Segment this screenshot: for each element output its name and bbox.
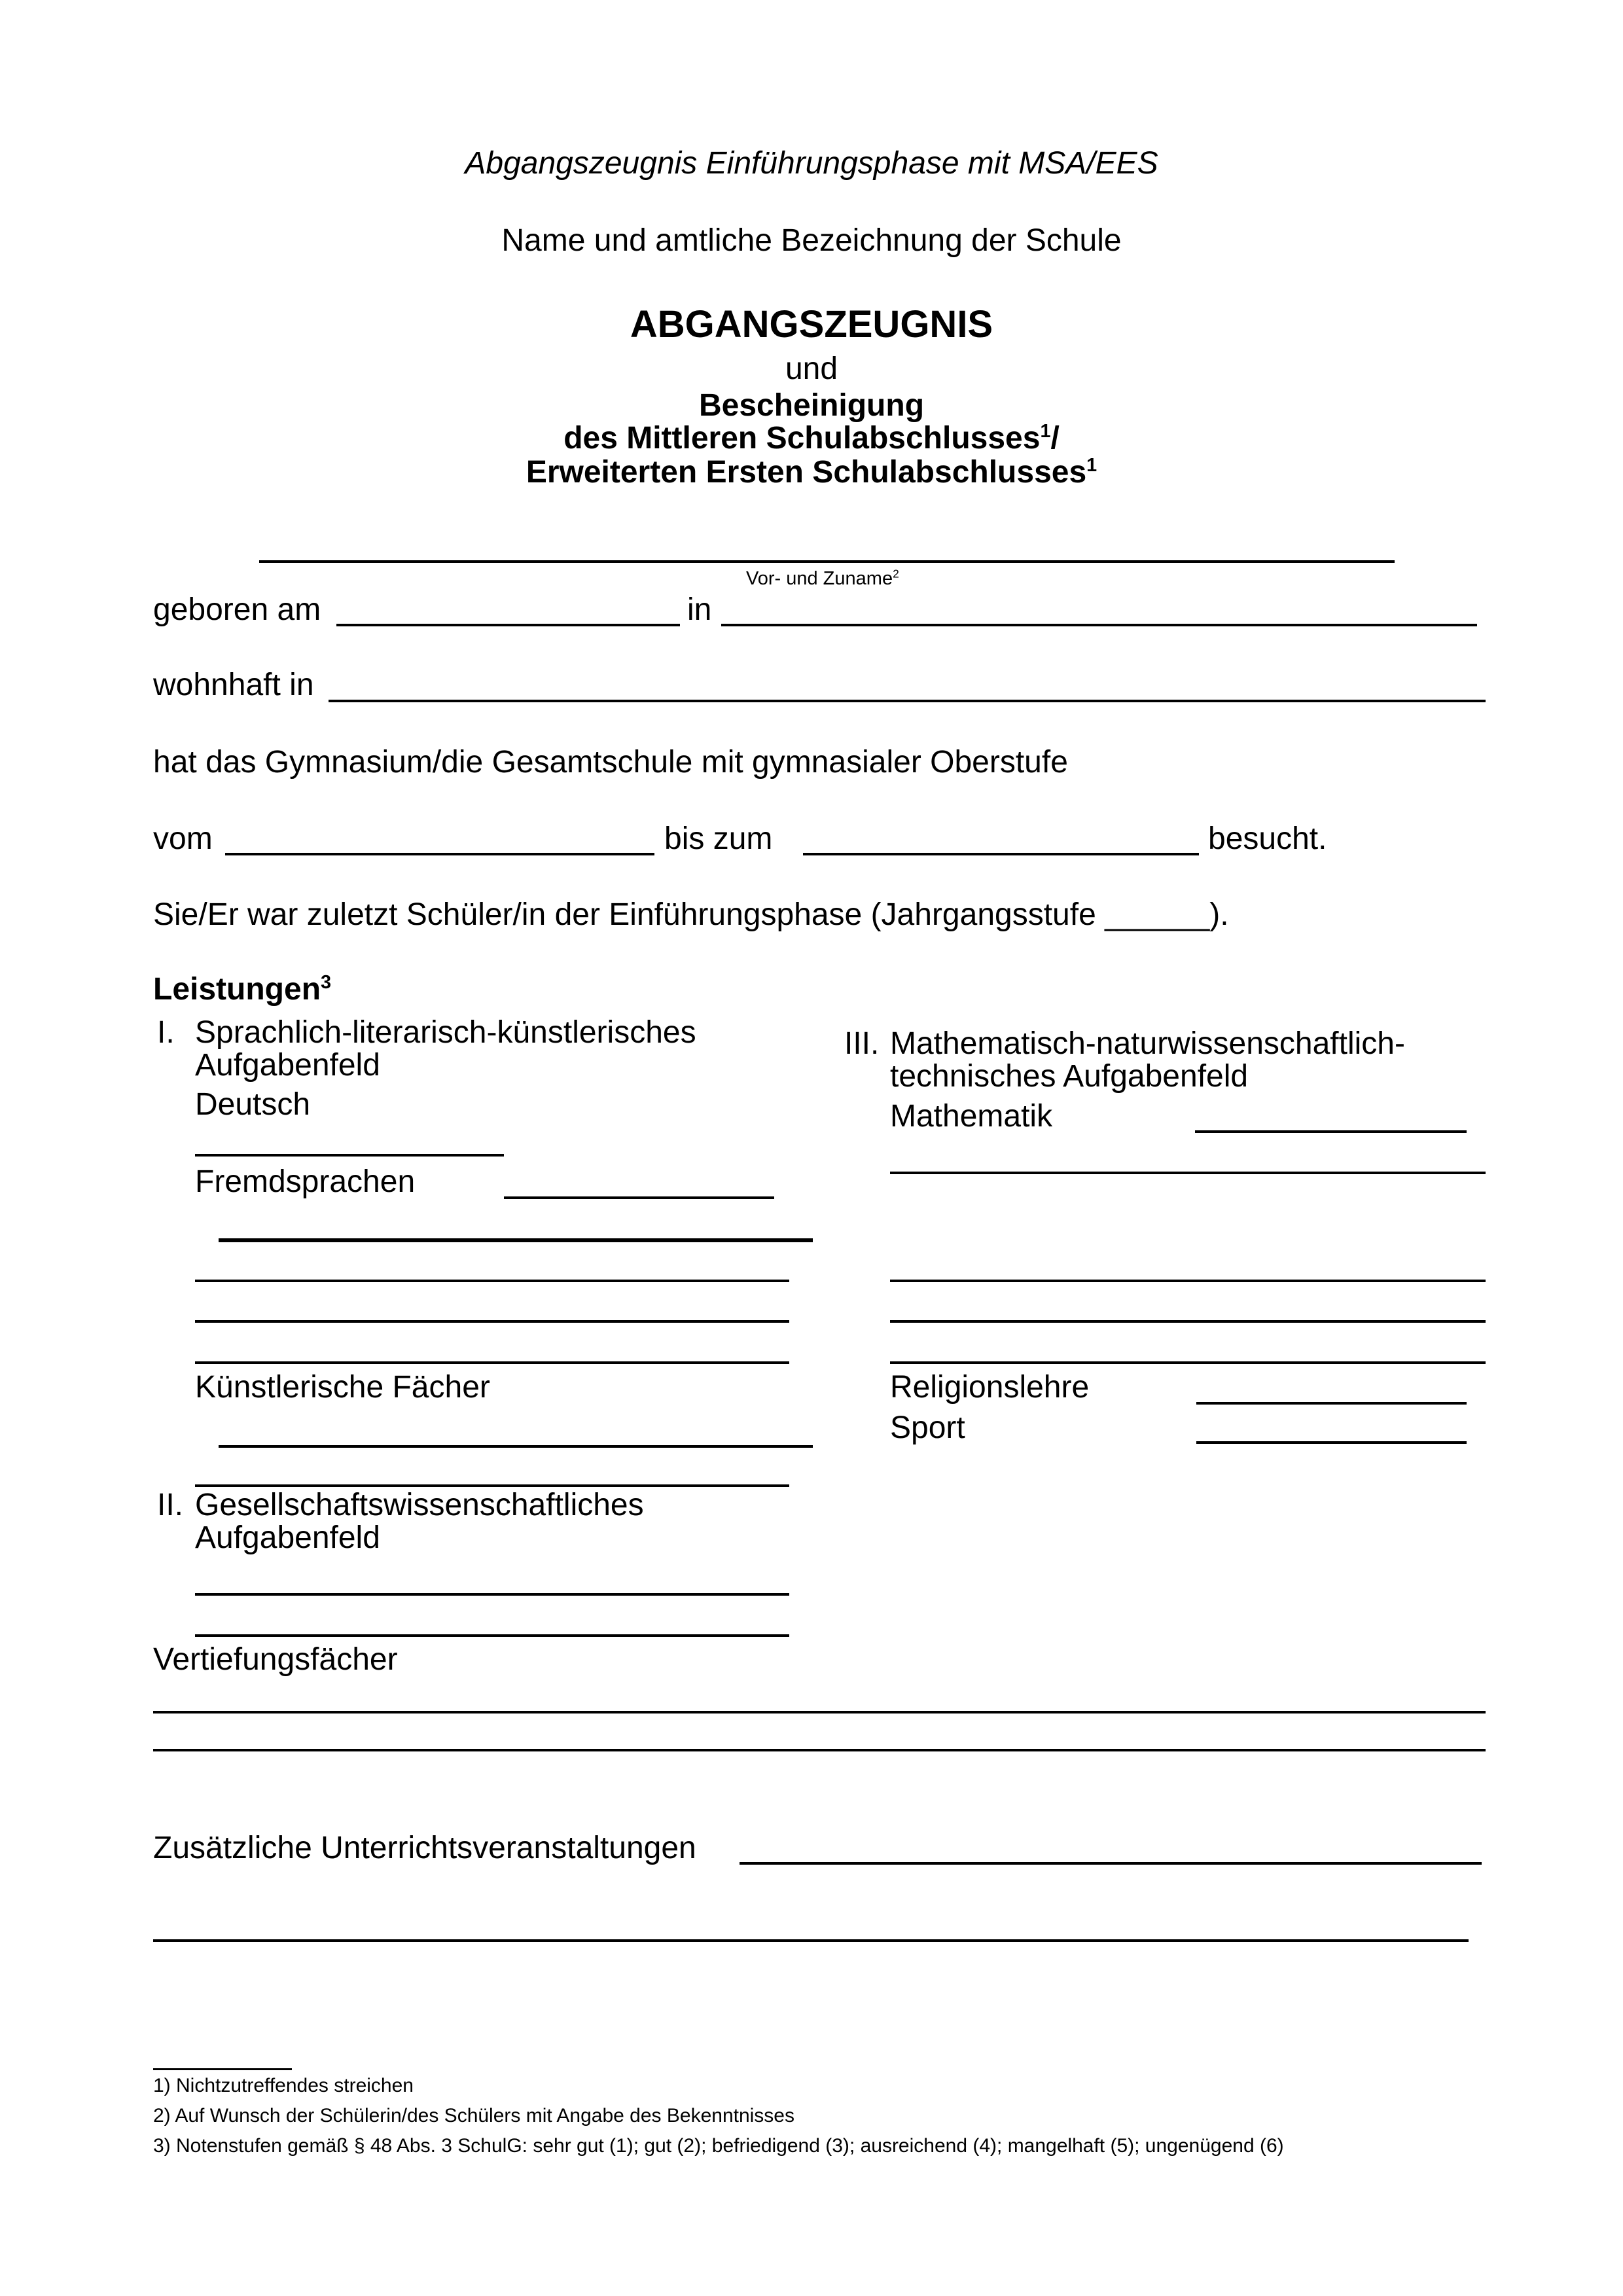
science-line-4[interactable] [890, 1361, 1486, 1364]
subtitle-line-2-text: des Mittleren Schulabschlusses [563, 421, 1041, 456]
footnote-separator [153, 2068, 292, 2070]
mathematik-grade-field[interactable] [1195, 1130, 1467, 1133]
field-1-number: I. [157, 1015, 175, 1050]
social-line-1[interactable] [195, 1593, 789, 1596]
science-line-2[interactable] [890, 1280, 1486, 1282]
deutsch-grade-field[interactable] [195, 1154, 504, 1157]
subtitle-line-3 [0, 454, 1623, 490]
field-3-title-2: technisches Aufgabenfeld [890, 1059, 1249, 1094]
sport-grade-field[interactable] [1196, 1441, 1467, 1444]
subject-sport: Sport [890, 1410, 965, 1445]
footnote-3: 3) Notenstufen gemäß § 48 Abs. 3 SchulG: sehr gut (1); gut (2); befriedigend (3); ausreichend (4); mangelhaft (5); ungenügend (6) [153, 2135, 1284, 2157]
vertiefung-line-2[interactable] [153, 1749, 1486, 1751]
additional-courses-label: Zusätzliche Unterrichtsveranstaltungen [153, 1831, 696, 1865]
subtitle-line-2-suffix: / [1050, 421, 1060, 456]
born-label: geboren am [153, 592, 321, 627]
vertiefung-label: Vertiefungsfächer [153, 1642, 398, 1677]
field-1-title-1: Sprachlich-literarisch-künstlerisches [195, 1015, 696, 1050]
vertiefung-line-1[interactable] [153, 1711, 1486, 1713]
additional-courses-field[interactable] [740, 1862, 1482, 1865]
additional-courses-line-2[interactable] [153, 1939, 1469, 1942]
footnote-ref-1b: 1 [1086, 455, 1097, 476]
field-3-title-1: Mathematisch-naturwissenschaftlich- [890, 1026, 1405, 1061]
field-3-number: III. [844, 1026, 880, 1061]
resident-field[interactable] [329, 700, 1486, 702]
social-line-2[interactable] [195, 1634, 789, 1637]
language-line-1[interactable] [219, 1238, 813, 1242]
fremdsprachen-grade-field[interactable] [504, 1196, 774, 1199]
science-line-1[interactable] [890, 1172, 1486, 1174]
birth-date-field[interactable] [336, 624, 680, 626]
name-caption [746, 568, 899, 590]
subject-fremdsprachen: Fremdsprachen [195, 1164, 416, 1199]
science-line-3[interactable] [890, 1320, 1486, 1323]
footnote-ref-3: 3 [321, 972, 332, 993]
subtitle-line-2 [0, 420, 1623, 456]
until-date-field[interactable] [803, 853, 1199, 855]
from-label: vom [153, 821, 213, 856]
subject-mathematik: Mathematik [890, 1099, 1053, 1134]
name-caption-text: Vor- und Zuname [746, 568, 893, 589]
birth-place-field[interactable] [721, 624, 1477, 626]
document-type: Abgangszeugnis Einführungsphase mit MSA/EES [465, 146, 1158, 181]
footnote-2: 2) Auf Wunsch der Schülerin/des Schülers mit Angabe des Bekenntnisses [153, 2105, 794, 2126]
until-label: bis zum [664, 821, 773, 856]
subtitle-line-3-text: Erweiterten Ersten Schulabschlusses [526, 455, 1087, 490]
footnote-1: 1) Nichtzutreffendes streichen [153, 2075, 414, 2096]
field-1-title-2: Aufgabenfeld [195, 1048, 380, 1083]
field-2-number: II. [157, 1488, 184, 1522]
title-connector: und [785, 351, 838, 386]
arts-line-1[interactable] [219, 1445, 813, 1448]
resident-label: wohnhaft in [153, 668, 314, 702]
field-2-title-1: Gesellschaftswissenschaftliches [195, 1488, 644, 1522]
visited-label: besucht. [1208, 821, 1327, 856]
subtitle-line-1: Bescheinigung [698, 388, 925, 423]
page-title: ABGANGSZEUGNIS [630, 303, 993, 346]
subject-deutsch: Deutsch [195, 1087, 311, 1122]
grades-heading [153, 971, 331, 1007]
from-date-field[interactable] [225, 853, 654, 855]
name-field-line[interactable] [259, 560, 1395, 563]
subject-religionslehre: Religionslehre [890, 1370, 1090, 1405]
school-statement: hat das Gymnasium/die Gesamtschule mit gymnasialer Oberstufe [153, 745, 1068, 780]
last-class-statement: Sie/Er war zuletzt Schüler/in der Einführungsphase (Jahrgangsstufe ______). [153, 897, 1229, 932]
language-line-3[interactable] [195, 1320, 789, 1323]
school-name-placeholder: Name und amtliche Bezeichnung der Schule [501, 223, 1122, 258]
footnote-ref-1: 1 [1040, 421, 1051, 442]
grades-heading-text: Leistungen [153, 972, 321, 1007]
subject-kuenstlerische: Künstlerische Fächer [195, 1370, 490, 1405]
language-line-4[interactable] [195, 1361, 789, 1364]
religionslehre-grade-field[interactable] [1196, 1402, 1467, 1405]
language-line-2[interactable] [195, 1280, 789, 1282]
field-2-title-2: Aufgabenfeld [195, 1520, 380, 1555]
birth-place-label: in [687, 592, 712, 627]
footnote-ref-2: 2 [893, 567, 899, 581]
